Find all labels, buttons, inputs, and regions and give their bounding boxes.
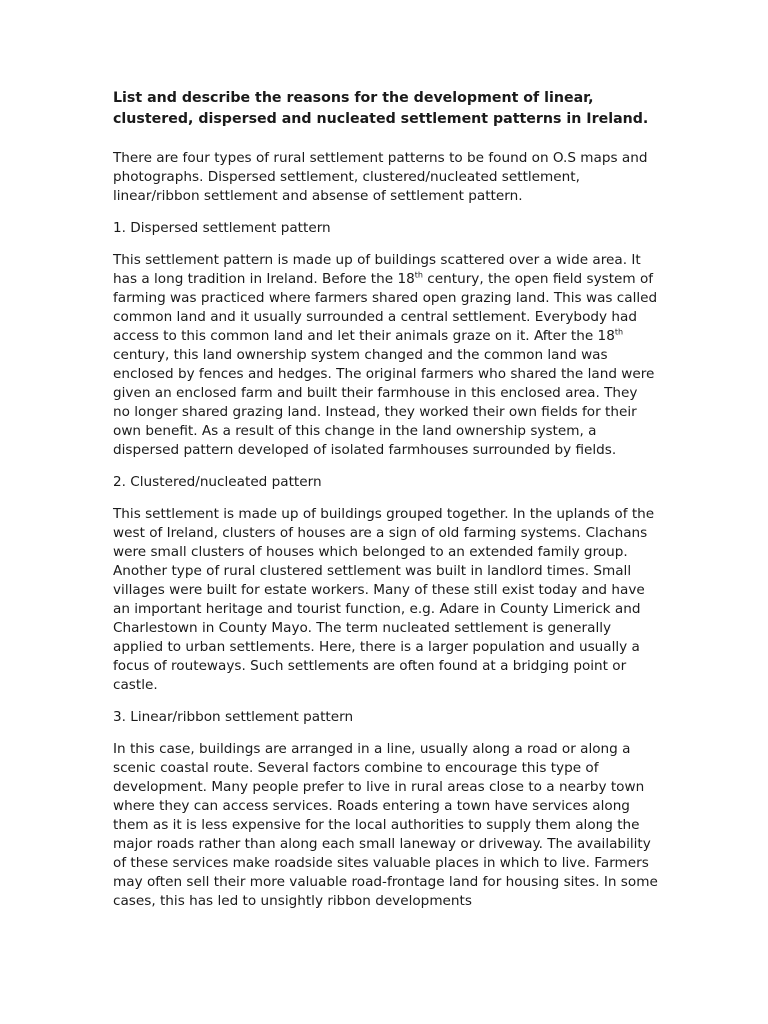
section-heading-dispersed: 1. Dispersed settlement pattern (113, 220, 331, 236)
section-body-dispersed (113, 251, 658, 460)
body-text: century, the open field system of farming was practiced where farmers shared open grazing land. This was called common land and it usually surrounded a central settlement. Everybody had access to this common land and let their animals graze on it. After the 18 (113, 271, 658, 344)
superscript: th (614, 327, 624, 337)
section-heading-linear: 3. Linear/ribbon settlement pattern (113, 709, 354, 725)
body-text: This settlement pattern is made up of buildings scattered over a wide area. It has a long tradition in Ireland. Before the 18 (113, 252, 641, 287)
section-body-linear: In this case, buildings are arranged in a line, usually along a road or along a scenic coastal route. Several factors combine to encourage this type of development. Many people prefer to live in rural areas close to a nearby town where they can access services. Roads entering a town have services along them as it is less expensive for the local authorities to supply them along the major roads rather than along each small laneway or driveway. The availability of these services make roadside sites valuable places in which to live. Farmers may often sell their more valuable road-frontage land for housing sites. In some cases, this has led to unsightly ribbon developments (113, 741, 658, 909)
body-text: century, this land ownership system changed and the common land was enclosed by fences and hedges. The original farmers who shared the land were given an enclosed farm and built their farmhouse in this enclosed area. They no longer shared grazing land. Instead, they worked their own fields for their own benefit. As a result of this change in the land ownership system, a dispersed pattern developed of isolated farmhouses surrounded by fields. (113, 347, 655, 458)
document-title: List and describe the reasons for the development of linear, clustered, dispersed and nucleated settlement patterns in Ireland. (113, 90, 649, 127)
intro-paragraph: There are four types of rural settlement patterns to be found on O.S maps and photographs. Dispersed settlement, clustered/nucleated settlement, linear/ribbon settlement and absense of settlement pattern. (113, 150, 648, 204)
document-page (113, 88, 658, 924)
superscript: th (414, 270, 423, 280)
section-body-clustered: This settlement is made up of buildings grouped together. In the uplands of the west of Ireland, clusters of houses are a sign of old farming systems. Clachans were small clusters of houses which belonged to an extended family group. Another type of rural clustered settlement was built in landlord times. Small villages were built for estate workers. Many of these still exist today and have an important heritage and tourist function, e.g. Adare in County Limerick and Charlestown in County Mayo. The term nucleated settlement is generally applied to urban settlements. Here, there is a larger population and usually a focus of routeways. Such settlements are often found at a bridging point or castle. (113, 506, 655, 693)
section-heading-clustered: 2. Clustered/nucleated pattern (113, 474, 322, 490)
